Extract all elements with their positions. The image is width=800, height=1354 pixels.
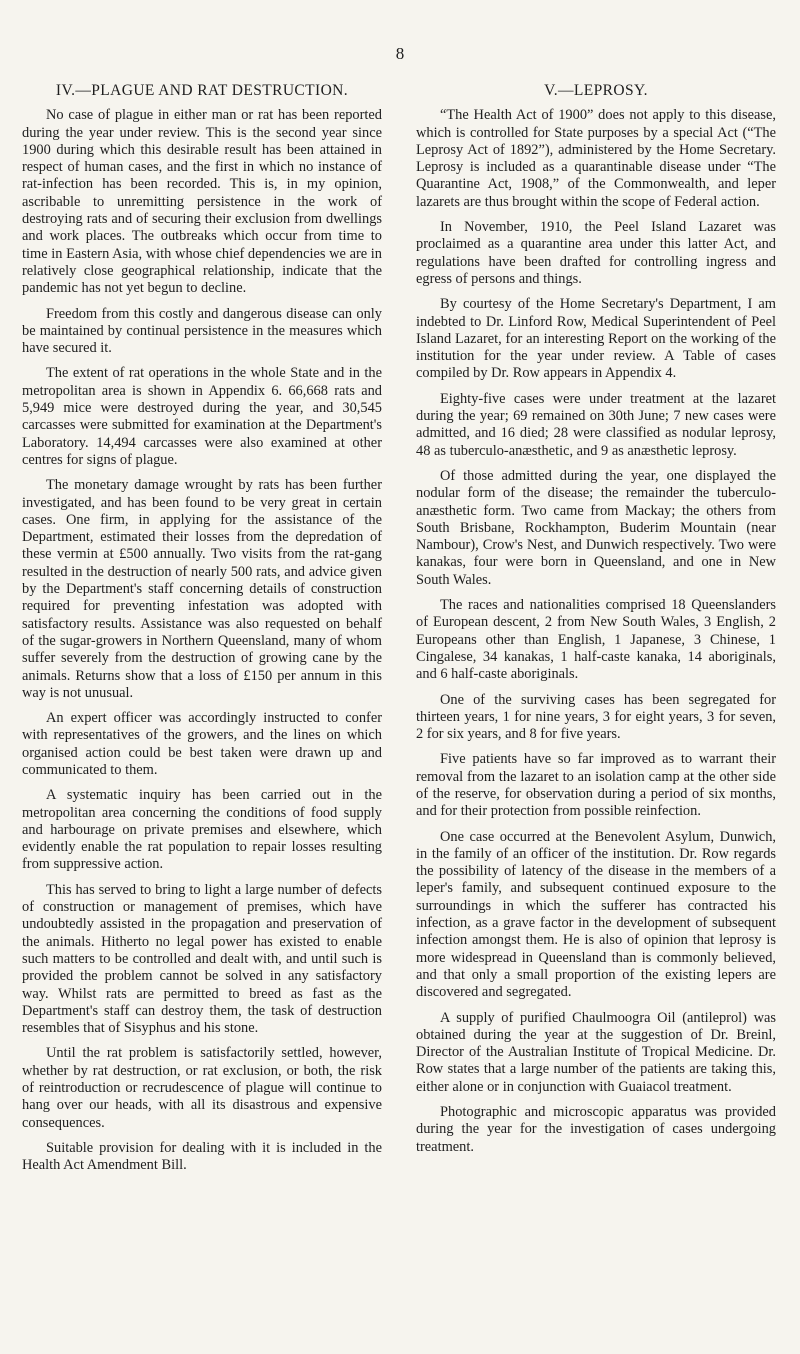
page-number: 8 <box>395 44 405 63</box>
section-heading-plague: IV.—PLAGUE AND RAT DESTRUCTION. <box>55 82 349 99</box>
paragraph: No case of plague in either man or rat has been reported during the year under review. This is the second year since 1900 during which this desirable result has been attained in respect of human cases, and the first in which no instance of rat-infection has been recorded. This is, in my opinion, ascribable to unremitting persistence in the work of destroying rats and of securing their exclusion from dwellings and work places. The outbreaks which occur from time to time in Eastern Asia, with whose chief dependencies we are in relatively close geographical relationship, indicate that the pandemic has not yet begun to decline. <box>22 107 382 297</box>
paragraph: The extent of rat operations in the whole State and in the metropolitan area is shown in Appendix 6. 66,668 rats and 5,949 mice were destroyed during the year, and 30,545 carcasses were submitted for examination at the Department's Laboratory. 14,494 carcasses were also examined at other centres for signs of plague. <box>22 365 382 468</box>
paragraph: Of those admitted during the year, one displayed the nodular form of the disease; the remainder the tuberculo-anæsthetic form. Two came from Mackay; the others from South Brisbane, Rockhampton, Buderim Mountain (near Nambour), Crow's Nest, and Dunwich respectively. Two were kanakas, four were born in Queensland, and one in New South Wales. <box>416 467 776 588</box>
paragraph: Eighty-five cases were under treatment at the lazaret during the year; 69 remained on 30th June; 7 new cases were admitted, and 16 died; 28 were classified as nodular leprosy, 48 as tuberculo-anæsthetic, and 9 as anæsthetic leprosy. <box>416 390 776 459</box>
paragraph: Photographic and microscopic apparatus was provided during the year for the investigation of cases undergoing treatment. <box>416 1104 776 1155</box>
right-column <box>416 82 776 1164</box>
paragraph: Freedom from this costly and dangerous disease can only be maintained by continual persistence in the measures which have secured it. <box>22 305 382 357</box>
paragraph: Suitable provision for dealing with it is included in the Health Act Amendment Bill. <box>22 1139 382 1174</box>
paragraph: An expert officer was accordingly instructed to confer with representatives of the growers, and the lines on which organised action could be best taken were drawn up and communicated to them. <box>22 710 382 778</box>
paragraph: Five patients have so far improved as to warrant their removal from the lazaret to an isolation camp at the other side of the reserve, for observation during a period of six months, and for their protection from possible reinfection. <box>416 751 776 820</box>
paragraph: One of the surviving cases has been segregated for thirteen years, 1 for nine years, 3 for eight years, 3 for seven, 2 for six years, and 8 for five years. <box>416 691 776 743</box>
left-column <box>22 82 382 1183</box>
paragraph: The races and nationalities comprised 18 Queenslanders of European descent, 2 from New South Wales, 3 English, 2 Europeans other than English, 1 Japanese, 3 Chinese, 1 Cingalese, 34 kanakas, 1 half-caste kanaka, 14 aboriginals, and 6 half-caste aboriginals. <box>416 597 776 683</box>
paragraph: Until the rat problem is satisfactorily settled, however, whether by rat destruction, or rat exclusion, or both, the risk of reintroduction or recrudescence of plague will continue to hang over our heads, with all its disastrous and expensive consequences. <box>22 1045 382 1131</box>
paragraph: This has served to bring to light a large number of defects of construction or management of premises, which have undoubtedly assisted in the propagation and preservation of the animals. Hitherto no legal power has existed to enable such matters to be controlled and dealt with, and until such is provided the problem cannot be solved in any satisfactory way. Whilst rats are permitted to breed as fast as the Department's staff can destroy them, the task of destruction resembles that of Sisyphus and his stone. <box>22 881 382 1037</box>
paragraph: “The Health Act of 1900” does not apply to this disease, which is controlled for State purposes by a special Act (“The Leprosy Act of 1892”), administered by the Home Secretary. Leprosy is included as a quarantinable disease under “The Quarantine Act, 1908,” of the Commonwealth, and leper lazarets are thus brought within the scope of Federal action. <box>416 107 776 210</box>
paragraph: In November, 1910, the Peel Island Lazaret was proclaimed as a quarantine area under this latter Act, and regulations have been drafted for controlling ingress and egress of persons and things. <box>416 219 776 287</box>
paragraph: The monetary damage wrought by rats has been further investigated, and has been found to be very great in certain cases. One firm, in applying for the assistance of the Department, estimated their losses from the depredation of these vermin at £500 annually. Two visits from the rat-gang resulted in the destruction of nearly 500 rats, and advice given by the Department's staff concerning details of construction required for preventing infestation was adopted with satisfactory results. Assistance was also requested on behalf of the sugar-growers in Northern Queensland, many of whom suffer severely from the destruction of growing cane by the animals. Returns show that a loss of £150 per annum in this way is not unusual. <box>22 477 382 701</box>
section-heading-leprosy: V.—LEPROSY. <box>544 82 648 99</box>
paragraph: By courtesy of the Home Secretary's Department, I am indebted to Dr. Linford Row, Medical Superintendent of Peel Island Lazaret, for an interesting Report on the working of the institution for the year under review. A Table of cases compiled by Dr. Row appears in Appendix 4. <box>416 296 776 382</box>
paragraph: A systematic inquiry has been carried out in the metropolitan area concerning the conditions of food supply and harbourage on private premises and elsewhere, which evidently enable the rat population to repair losses resulting from suppressive action. <box>22 787 382 873</box>
paragraph: One case occurred at the Benevolent Asylum, Dunwich, in the family of an officer of the institution. Dr. Row regards the possibility of latency of the disease in the members of a leper's family, and subsequent continued exposure to the surroundings in which the sufferer has contracted his infection, as a grave factor in the development of subsequent infection amongst them. He is also of opinion that leprosy is more widespread in Queensland than is commonly believed, and that only a small proportion of the existing lepers are discovered and segregated. <box>416 828 776 1001</box>
paragraph: A supply of purified Chaulmoogra Oil (antileprol) was obtained during the year at the suggestion of Dr. Breinl, Director of the Australian Institute of Tropical Medicine. Dr. Row states that a large number of the patients are taking this, either alone or in conjunction with Guaiacol treatment. <box>416 1009 776 1095</box>
